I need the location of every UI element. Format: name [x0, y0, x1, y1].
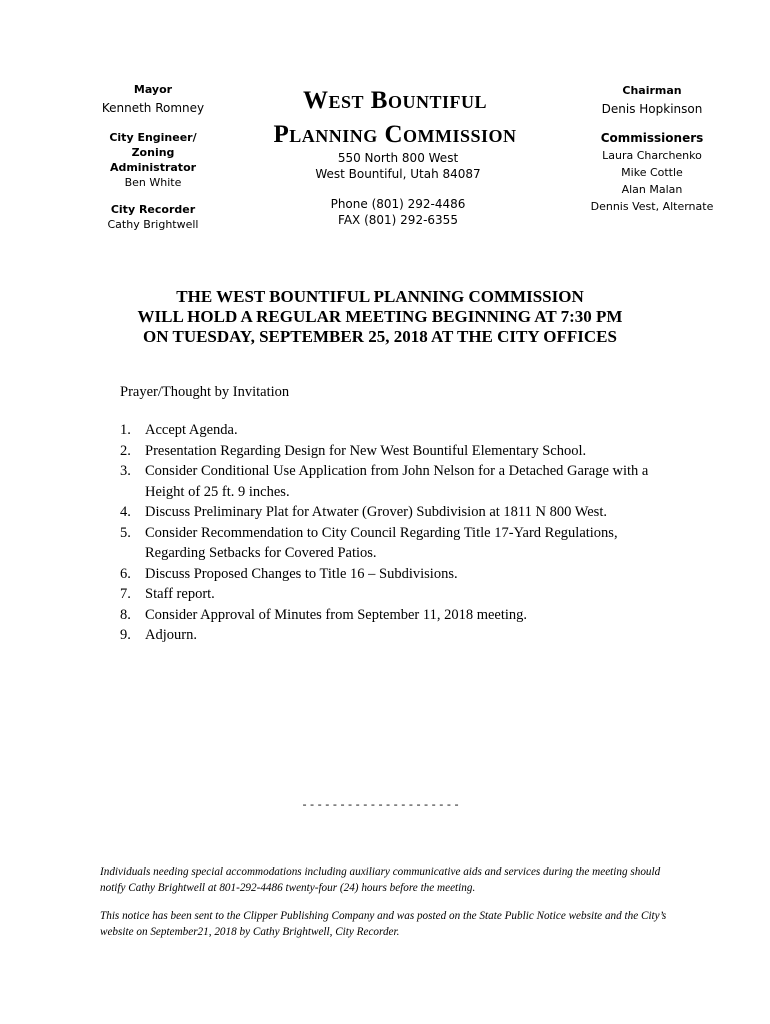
separator-line: --------------------- — [301, 800, 461, 812]
agenda-number: 8. — [120, 606, 131, 623]
agenda-number: 4. — [120, 504, 131, 520]
agenda-text: Adjourn. — [145, 627, 197, 643]
fax: FAX (801) 292-6355 — [338, 213, 458, 227]
commissioner-name: Laura Charchenko — [602, 149, 702, 162]
agenda-item — [120, 461, 680, 502]
address-line-2: West Bountiful, Utah 84087 — [315, 167, 481, 181]
address-block — [270, 150, 526, 228]
engineer-label-3: Administrator — [109, 161, 197, 174]
agenda-number: 9. — [120, 627, 131, 643]
agenda-text: Consider Approval of Minutes from September 11, 2018 meeting. — [145, 606, 528, 623]
commissioner-name: Dennis Vest, Alternate — [590, 200, 714, 213]
title-line-2: Planning Commission — [273, 121, 517, 148]
agenda-item — [120, 502, 680, 523]
left-officials — [92, 82, 214, 232]
posting-note: This notice has been sent to the Clipper Publishing Company and was posted on the State Public Notice website and the City’s website on September21, 2018 by Cathy Brightwell, City Recorder. — [100, 910, 667, 938]
agenda-item — [120, 625, 680, 646]
agenda-text: Consider Recommendation to City Council Regarding Title 17-Yard Regulations, Regarding Setbacks for Covered Patios. — [145, 524, 618, 561]
agenda-text: Accept Agenda. — [145, 422, 238, 438]
agenda-number: 2. — [120, 442, 131, 459]
agenda-number: 3. — [120, 463, 131, 479]
agenda-item — [120, 523, 680, 564]
headline-line-3: ON TUESDAY, SEPTEMBER 25, 2018 AT THE CITY OFFICES — [143, 327, 617, 346]
agenda-text: Staff report. — [145, 586, 215, 602]
mayor-name: Kenneth Romney — [101, 101, 205, 115]
agenda-item — [120, 420, 680, 441]
agenda-item — [120, 564, 680, 585]
recorder-label: City Recorder — [110, 203, 196, 216]
recorder-name: Cathy Brightwell — [107, 218, 199, 231]
title-line-1: West Bountiful — [303, 87, 487, 114]
agenda-text: Discuss Proposed Changes to Title 16 – Subdivisions. — [145, 565, 458, 582]
agenda-number: 1. — [120, 422, 131, 438]
phone: Phone (801) 292-4486 — [330, 197, 466, 211]
agenda-text: Consider Conditional Use Application from John Nelson for a Detached Garage with a Height of 25 ft. 9 inches. — [145, 463, 649, 500]
engineer-name: Ben White — [124, 176, 182, 189]
agenda-number: 5. — [120, 524, 131, 541]
agenda-number: 6. — [120, 565, 131, 582]
engineer-label-2: Zoning — [131, 146, 175, 159]
prayer-line: Prayer/Thought by Invitation — [120, 384, 290, 400]
address-line-1: 550 North 800 West — [337, 151, 459, 165]
agenda-text: Presentation Regarding Design for New West Bountiful Elementary School. — [145, 442, 587, 459]
agenda-list — [120, 420, 680, 646]
agenda-item — [120, 584, 680, 605]
agenda-text: Discuss Preliminary Plat for Atwater (Grover) Subdivision at 1811 N 800 West. — [145, 504, 607, 520]
commissioner-name: Alan Malan — [621, 183, 683, 196]
commissioners-label: Commissioners — [600, 131, 704, 145]
agenda-item — [120, 441, 680, 462]
headline-line-1: THE WEST BOUNTIFUL PLANNING COMMISSION — [176, 287, 584, 306]
accommodations-note: Individuals needing special accommodations including auxiliary communicative aids and services during the meeting should notify Cathy Brightwell at 801-292-4486 twenty-four (24) hours before the meeting. — [100, 866, 661, 894]
chairman-name: Denis Hopkinson — [601, 102, 703, 116]
right-officials — [582, 82, 722, 215]
agenda-number: 7. — [120, 586, 131, 602]
page-title — [240, 84, 550, 152]
meeting-headline — [100, 287, 660, 347]
engineer-label-1: City Engineer/ — [109, 131, 197, 144]
chairman-label: Chairman — [622, 84, 682, 97]
headline-line-2: WILL HOLD A REGULAR MEETING BEGINNING AT 7:30 PM — [137, 307, 623, 326]
mayor-label: Mayor — [133, 83, 173, 96]
commissioner-name: Mike Cottle — [621, 166, 683, 179]
agenda-item — [120, 605, 680, 626]
